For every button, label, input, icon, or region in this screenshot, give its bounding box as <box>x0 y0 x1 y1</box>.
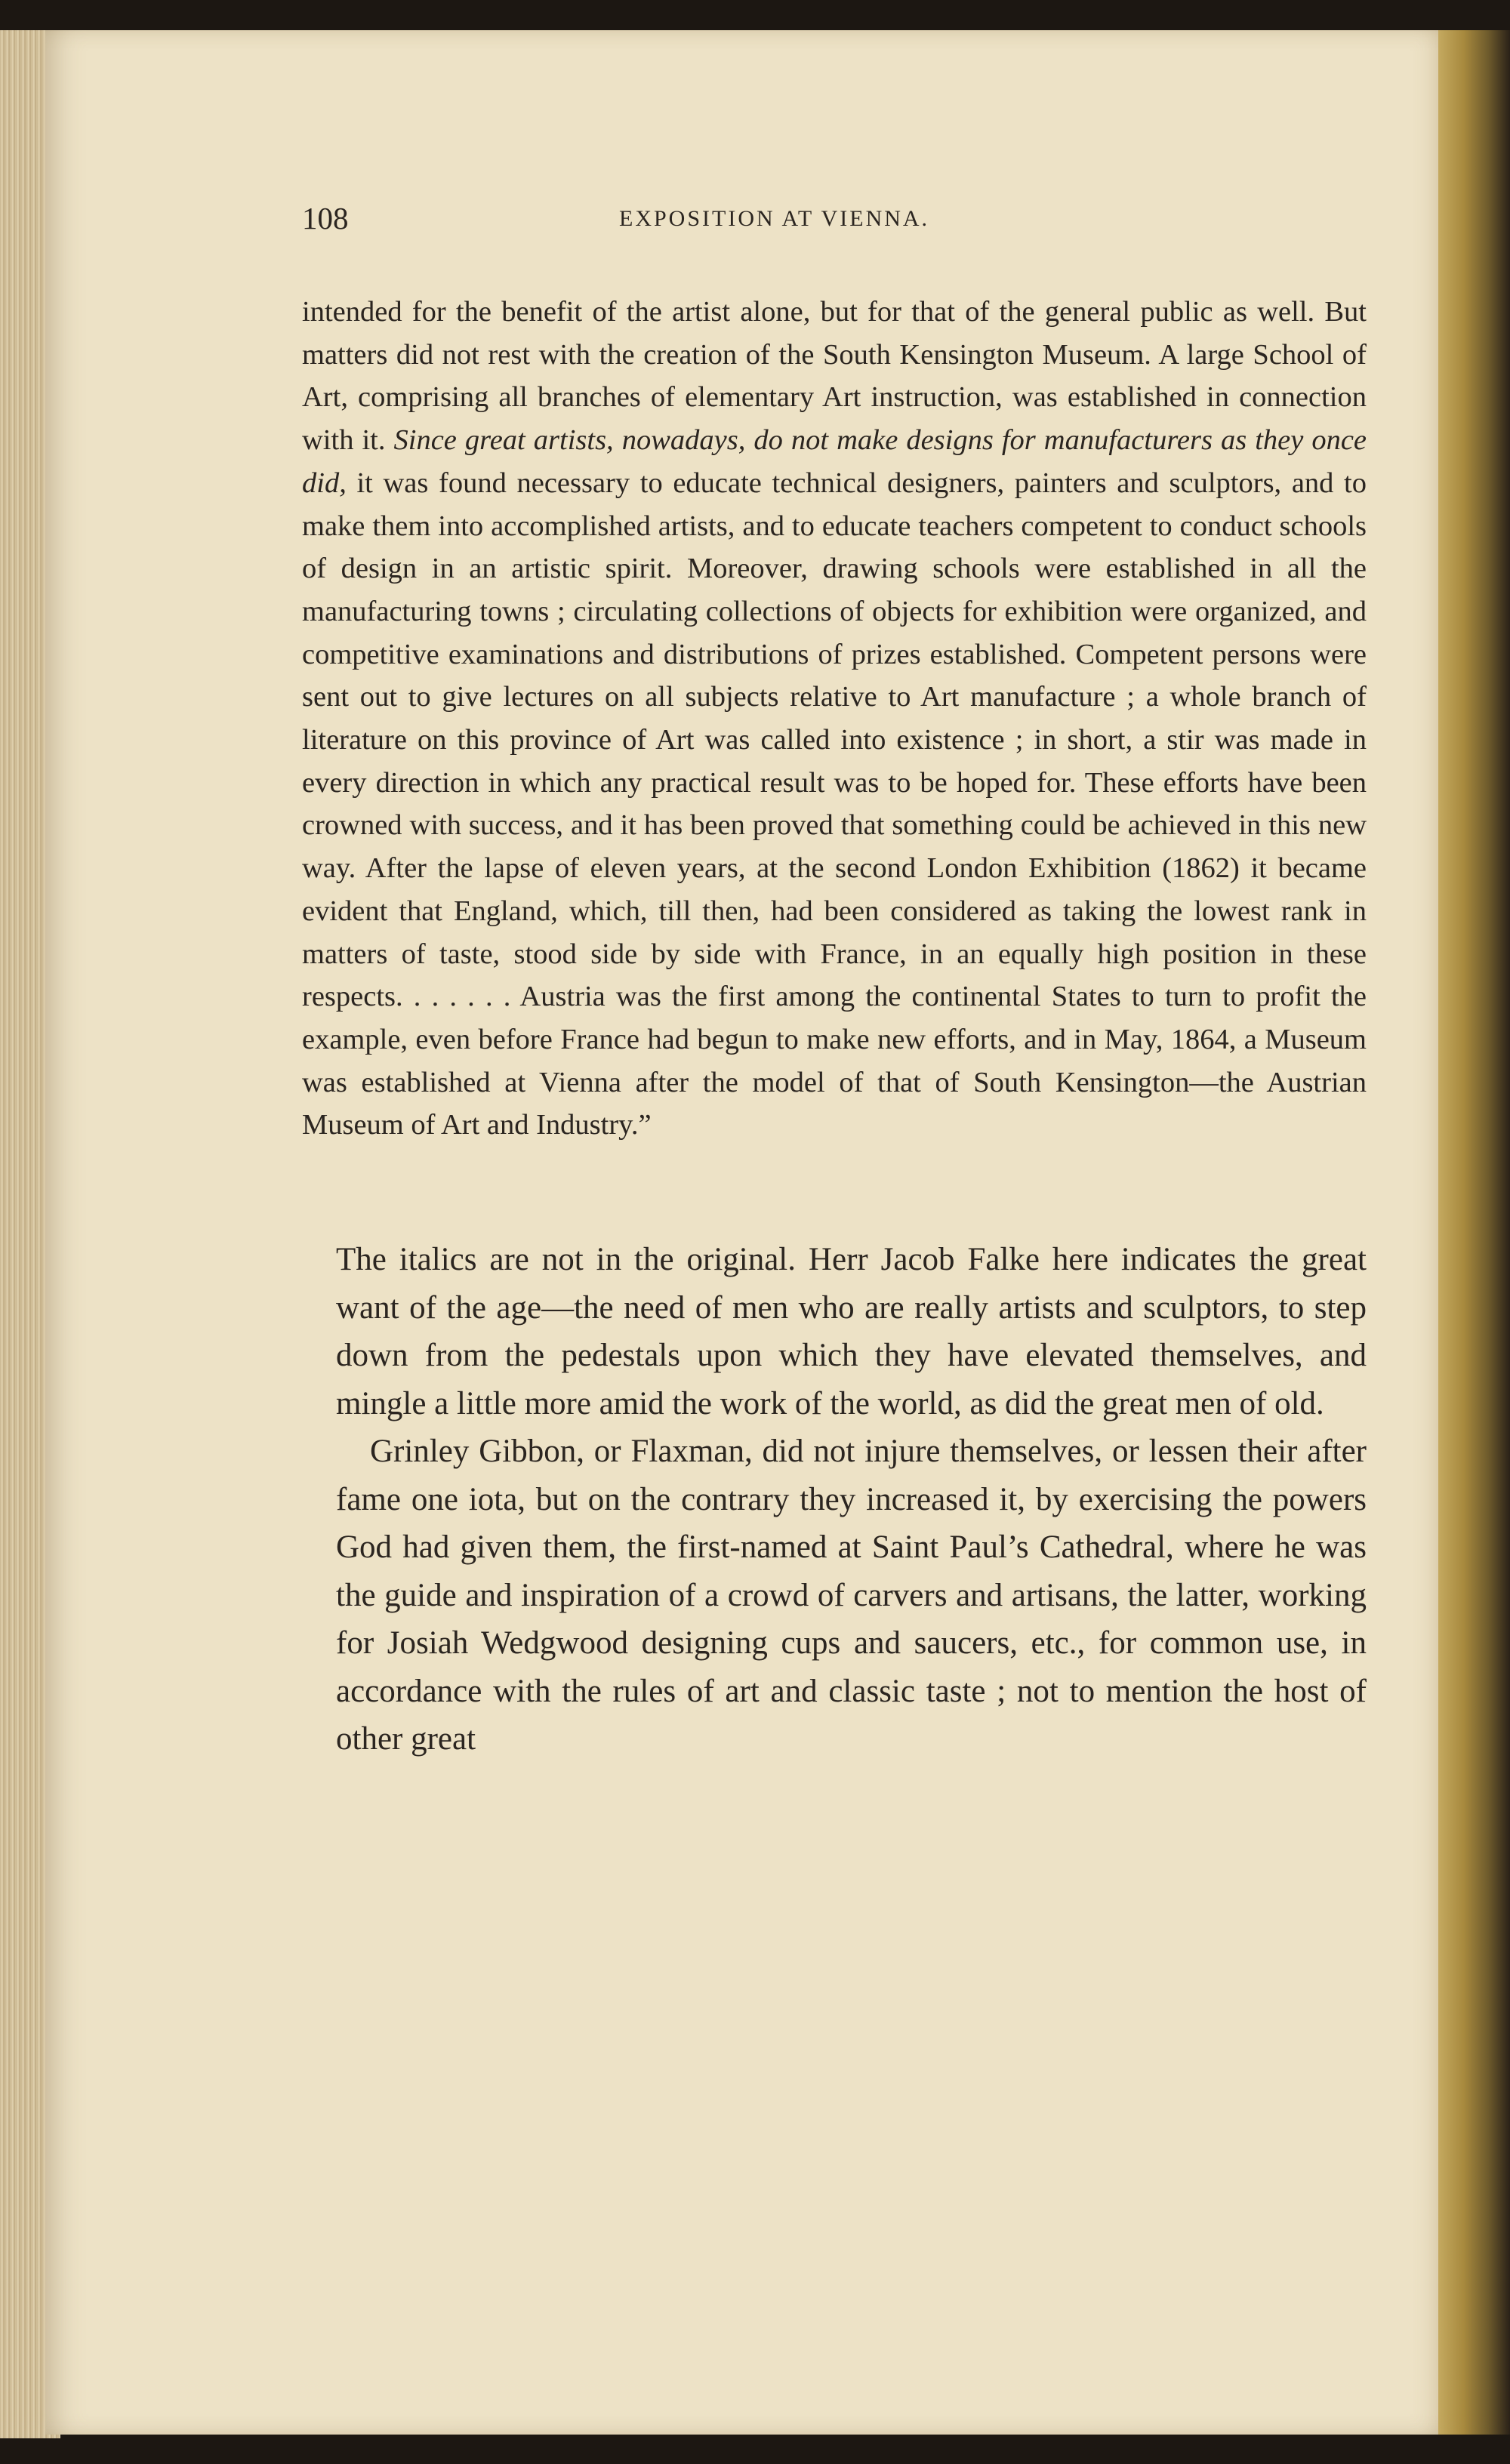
quote-italic-text: Since great artists, nowadays, do not make designs for manufacturers as they once did, <box>302 424 1367 499</box>
page-header <box>302 200 1367 253</box>
page-content <box>302 200 1367 1763</box>
running-head: EXPOSITION AT VIENNA. <box>619 206 930 231</box>
quote-text-part1: intended for the benefit of the artist alone, but for that of the general public as well. But matters did not rest with the creation of the South Kensington Museum. A large School of Art, comprising all branches of elementary Art instruction, was established in connection with it. <box>302 296 1367 457</box>
quote-text-part2: it was found necessary to educate technical designers, painters and sculptors, and to make them into accomplished artists, and to educate teachers competent to conduct schools of design in an artistic spirit. Moreover, drawing schools were established in all the manufacturing towns ; circulating collections of objects for exhibition were organized, and competitive examinations and distributions of prizes established. Competent persons were sent out to give lectures on all subjects relative to Art manufacture ; a whole branch of literature on this province of Art was called into existence ; in short, a stir was made in every direction in which any practical result was to be hoped for. These efforts have been crowned with success, and it has been proved that something could be achieved in this new way. After the lapse of eleven years, at the second London Exhibition (1862) it became evident that England, which, till then, had been considered as taking the lowest rank in matters of taste, stood side by side with France, in an equally high position in these respects. . . . . . . Austria was the first among the continental States to turn to profit the example, even before France had begun to make new efforts, and in May, 1864, a Museum was established at Vienna after the model of that of South Kensington—the Austrian Museum of Art and Industry.” <box>302 467 1367 1141</box>
quote-paragraph <box>302 291 1367 1147</box>
body-paragraph-2: Grinley Gibbon, or Flaxman, did not injure themselves, or lessen their after fame one iota, but on the contrary they increased it, by exercising the powers God had given them, the first-named at Saint Paul’s Cathedral, where he was the guide and inspiration of a crowd of carvers and artisans, the latter, working for Josiah Wedgwood designing cups and saucers, etc., for common use, in accordance with the rules of art and classic taste ; not to mention the host of other great <box>336 1434 1367 1757</box>
body-paragraph-1: The italics are not in the original. Herr Jacob Falke here indicates the great want of the age—the need of men who are really artists and sculptors, to step down from the pedestals upon which they have elevated themselves, and mingle a little more amid the work of the world, as did the great men of old. <box>336 1242 1367 1421</box>
page-number: 108 <box>302 201 349 236</box>
quoted-passage <box>302 291 1367 1147</box>
body-text <box>302 1236 1367 1763</box>
book-spine-edge <box>1438 30 1510 2435</box>
